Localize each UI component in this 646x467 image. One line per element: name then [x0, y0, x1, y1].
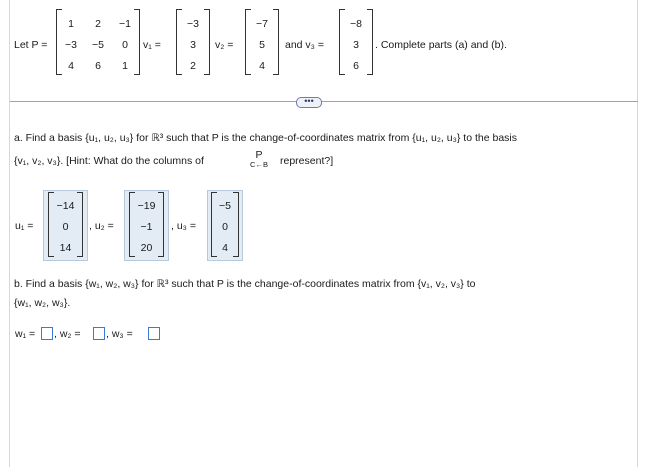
r3-symbol: ℝ³ — [156, 278, 169, 290]
w2-input[interactable] — [93, 327, 105, 340]
v1-label: v₁ = — [143, 39, 161, 51]
v3-entry: 3 — [353, 39, 359, 51]
set-u: {u₁, u₂, u₃} — [85, 132, 134, 144]
v3-label: and v₃ = — [285, 39, 325, 51]
u1-entry: 14 — [59, 242, 72, 254]
p-cell: −5 — [92, 39, 104, 51]
w2-label: , w₂ = — [54, 328, 81, 340]
part-a-line1 — [14, 132, 517, 144]
u3-answer-box — [207, 190, 243, 261]
u2-entry: 20 — [140, 242, 153, 254]
part-b-line1 — [14, 278, 476, 290]
p-cb-notation — [244, 150, 274, 170]
u1-label: u₁ = — [15, 220, 34, 232]
set-u: {u₁, u₂, u₃} — [412, 132, 461, 144]
left-border — [9, 0, 10, 467]
set-v: {v₁, v₂, v₃} — [14, 155, 61, 167]
u3-label: , u₃ = — [171, 220, 196, 232]
u1-answer-box — [43, 190, 88, 261]
vector-v3 — [339, 9, 373, 75]
w1-label: w₁ = — [15, 328, 36, 340]
v3-entry: 6 — [353, 60, 359, 72]
part-b-find: b. Find a basis — [14, 278, 83, 290]
u2-label: , u₂ = — [89, 220, 114, 232]
to-basis: to the basis — [463, 132, 517, 144]
p-subscript: C←B — [250, 160, 268, 169]
p-cell: 2 — [95, 18, 101, 30]
u1-entry: −14 — [56, 200, 75, 212]
p-cell: −1 — [119, 18, 131, 30]
p-cell: 0 — [122, 39, 128, 51]
u2-entry: −19 — [137, 200, 156, 212]
complete-instruction: . Complete parts (a) and (b). — [375, 39, 507, 51]
for-text: for — [136, 132, 149, 144]
u3-entry: 0 — [222, 221, 228, 233]
vector-v2 — [245, 9, 279, 75]
v2-entry: −7 — [256, 18, 268, 30]
part-a-line2 — [14, 155, 204, 167]
v2-entry: 5 — [259, 39, 265, 51]
u2-answer-box — [124, 190, 169, 261]
to-text: to — [466, 278, 476, 290]
w1-input[interactable] — [41, 327, 53, 340]
p-cell: 4 — [68, 60, 74, 72]
p-cell: −3 — [65, 39, 77, 51]
p-cell: 1 — [122, 60, 128, 72]
u3-entry: 4 — [222, 242, 228, 254]
vector-v1 — [176, 9, 210, 75]
v2-entry: 4 — [259, 60, 265, 72]
v1-entry: 3 — [190, 39, 196, 51]
part-b-line2: {w₁, w₂, w₃}. — [14, 297, 71, 309]
hint-text: . [Hint: What do the columns of — [60, 155, 204, 167]
u3-entry: −5 — [219, 200, 231, 212]
v1-entry: −3 — [187, 18, 199, 30]
p-cell: 1 — [68, 18, 74, 30]
right-border — [637, 0, 638, 467]
part-a-find: a. Find a basis — [14, 132, 83, 144]
set-v: {v₁, v₂, v₃} — [417, 278, 464, 290]
p-cell: 6 — [95, 60, 101, 72]
p-symbol: P — [255, 149, 263, 161]
section-divider — [10, 101, 638, 102]
v2-label: v₂ = — [215, 39, 234, 51]
let-p-label: Let P = — [14, 39, 48, 51]
expand-button[interactable]: ••• — [296, 97, 322, 108]
w3-input[interactable] — [148, 327, 160, 340]
such-that: such that P is the change-of-coordinates matrix from — [171, 278, 415, 290]
v1-entry: 2 — [190, 60, 196, 72]
set-w: {w₁, w₂, w₃} — [85, 278, 139, 290]
matrix-p — [56, 9, 140, 75]
w3-label: , w₃ = — [106, 328, 133, 340]
u1-entry: 0 — [62, 221, 69, 233]
such-that: such that P is the change-of-coordinates matrix from — [166, 132, 410, 144]
for-text: for — [141, 278, 154, 290]
represent-text: represent?] — [280, 155, 334, 167]
v3-entry: −8 — [350, 18, 362, 30]
u2-entry: −1 — [140, 221, 153, 233]
r3-symbol: ℝ³ — [151, 132, 164, 144]
